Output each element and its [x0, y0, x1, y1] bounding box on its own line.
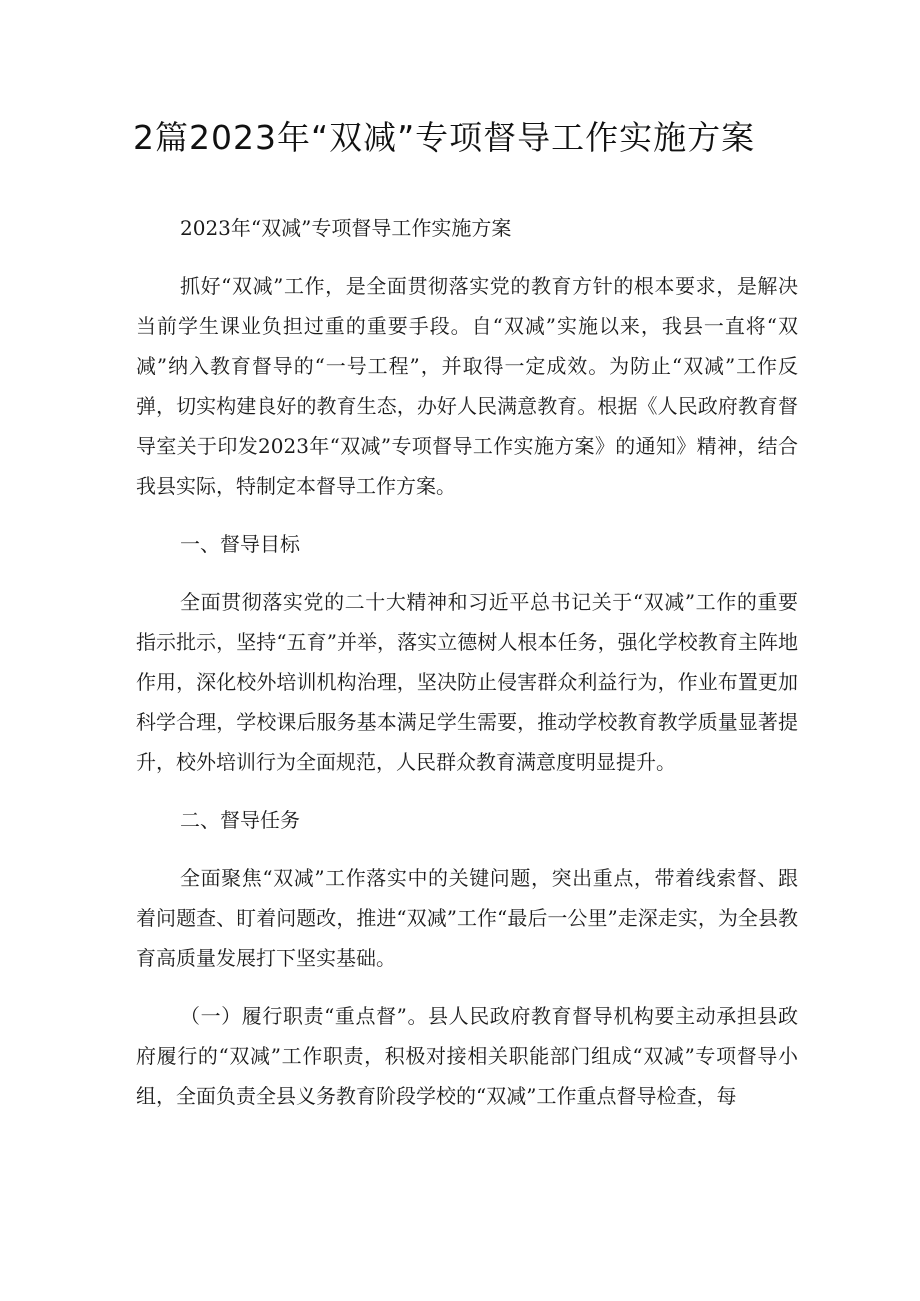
document-body [136, 208, 798, 1134]
intro-paragraph: 抓好“双减”工作，是全面贯彻落实党的教育方针的根本要求，是解决当前学生课业负担过重的重要手段。自“双减”实施以来，我县一直将“双减”纳入教育督导的“一号工程”，并取得一定成效。为防止“双减”工作反弹，切实构建良好的教育生态，办好人民满意教育。根据《人民政府教育督导室关于印发2023年“双减”专项督导工作实施方案》的通知》精神，结合我县实际，特制定本督导工作方案。 [136, 274, 798, 498]
document-subtitle: 2023年“双减”专项督导工作实施方案 [180, 216, 512, 240]
section-paragraph-tasks: 全面聚焦“双减”工作落实中的关键问题，突出重点，带着线索督、跟着问题查、盯着问题改，推进“双减”工作“最后一公里”走深走实，为全县教育高质量发展打下坚实基础。 [136, 866, 798, 970]
section-heading-goals: 一、督导目标 [180, 532, 300, 556]
subsection-paragraph-duty: （一）履行职责“重点督”。县人民政府教育督导机构要主动承担县政府履行的“双减”工作职责，积极对接相关职能部门组成“双减”专项督导小组，全面负责全县义务教育阶段学校的“双减”工作重点督导检查，每 [136, 1004, 798, 1108]
section-paragraph-goals: 全面贯彻落实党的二十大精神和习近平总书记关于“双减”工作的重要指示批示，坚持“五育”并举，落实立德树人根本任务，强化学校教育主阵地作用，深化校外培训机构治理，坚决防止侵害群众利益行为，作业布置更加科学合理，学校课后服务基本满足学生需要，推动学校教育教学质量显著提升，校外培训行为全面规范，人民群众教育满意度明显提升。 [136, 590, 798, 774]
section-heading-tasks: 二、督导任务 [180, 808, 300, 832]
document-title: 2篇2023年“双减”专项督导工作实施方案 [133, 118, 756, 157]
